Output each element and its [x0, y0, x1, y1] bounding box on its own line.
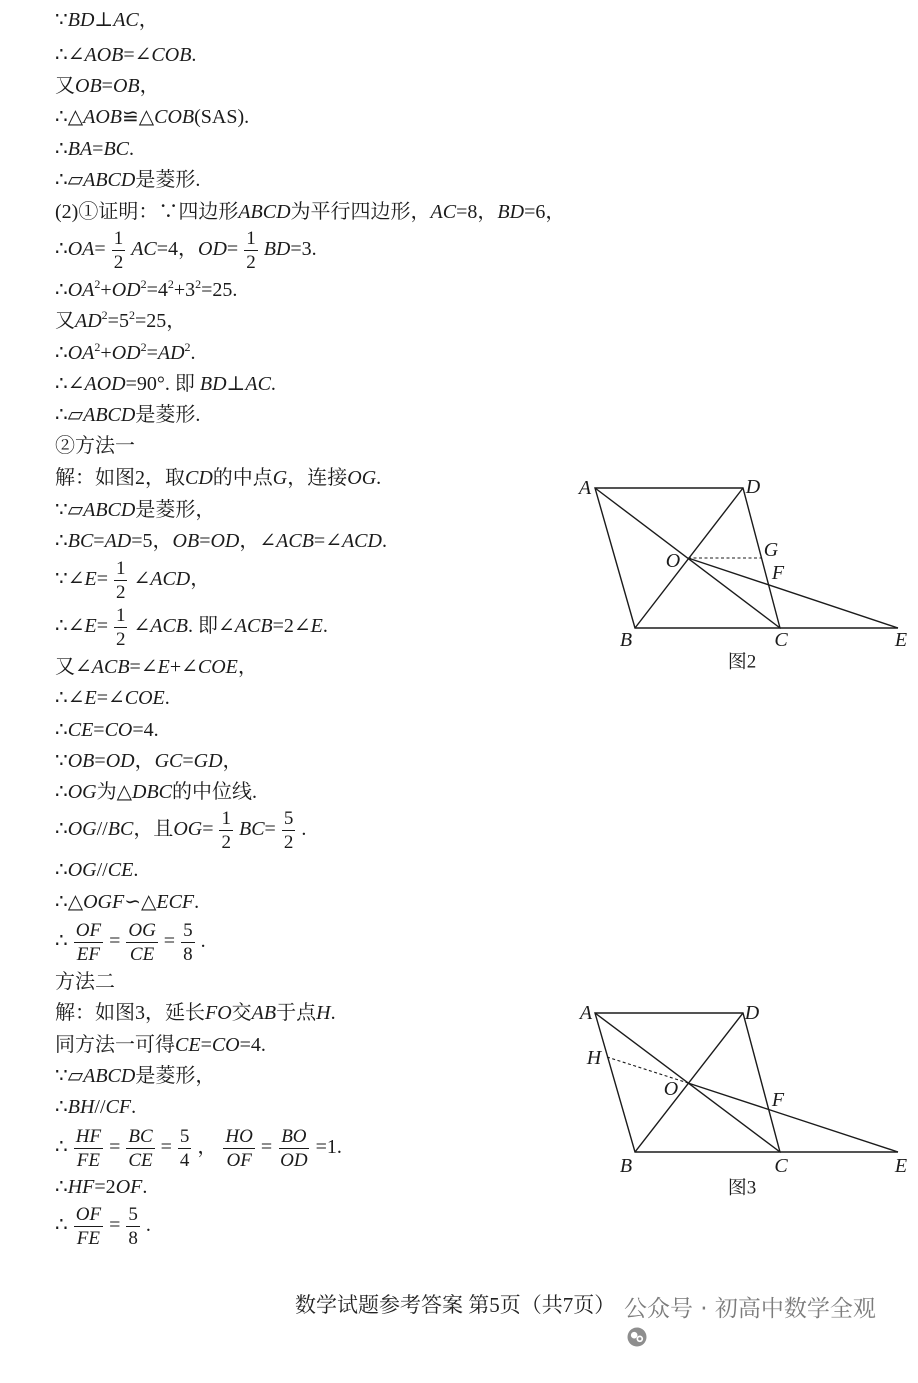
math-variable: COE: [124, 687, 165, 709]
page-footer: 数学试题参考答案 第5页（共7页）: [295, 1293, 616, 1317]
fraction-numerator: 1: [115, 557, 126, 579]
point-label-d: D: [745, 476, 761, 498]
segment-oe: [688, 558, 898, 628]
superscript: 2: [140, 277, 147, 291]
point-label-a: A: [579, 1002, 593, 1024]
text-run: =5: [107, 310, 129, 332]
text-run: =: [264, 817, 276, 840]
line-content: [55, 528, 387, 554]
watermark: [597, 1295, 876, 1323]
math-variable: OD: [111, 279, 141, 301]
math-variable: OA: [67, 342, 95, 364]
fraction-denominator: EF: [76, 943, 100, 965]
math-variable: E: [310, 614, 323, 637]
text-run: .: [164, 687, 170, 709]
math-variable: BD: [497, 201, 525, 223]
math-variable: OB: [172, 530, 200, 552]
fraction-numerator: 5: [179, 1125, 190, 1147]
text-run: ∴: [55, 929, 68, 952]
fraction-numerator: 1: [221, 807, 231, 829]
math-variable: AC: [131, 237, 157, 260]
point-label-o: O: [663, 1078, 679, 1100]
superscript: 2: [140, 340, 147, 354]
wechat-icon: [597, 1298, 619, 1320]
math-variable: ACD: [341, 530, 382, 552]
math-variable: ACB: [276, 530, 314, 552]
point-label-f: F: [771, 562, 785, 584]
point-label-e: E: [894, 629, 908, 651]
text-run: ∴: [55, 1135, 68, 1158]
text-run: 方法二: [55, 971, 115, 993]
math-variable: OG: [347, 467, 377, 489]
line-content: [55, 779, 257, 805]
text-run: .: [270, 373, 276, 395]
math-variable: OB: [67, 750, 95, 772]
math-variable: BC: [103, 138, 130, 160]
fraction-numerator: HF: [75, 1125, 102, 1147]
text-run: (SAS).: [194, 106, 250, 128]
fraction-denominator: 8: [183, 943, 193, 965]
fraction-denominator: CE: [128, 1149, 153, 1171]
text-run: =: [109, 1213, 121, 1236]
text-run: ∵▱: [55, 1065, 84, 1087]
text-run: =4.: [132, 719, 159, 741]
fraction-numerator: 1: [115, 604, 126, 626]
math-variable: CO: [104, 719, 133, 741]
text-run: ≌△: [122, 106, 155, 128]
figure-caption: 图3: [727, 1177, 757, 1199]
text-run: =4，: [156, 237, 199, 260]
math-variable: DBC: [132, 781, 173, 803]
point-label-a: A: [578, 477, 592, 499]
text-run: =∠: [129, 656, 158, 678]
fraction: [278, 1126, 309, 1171]
text-run: =: [200, 1034, 212, 1056]
text-run: =: [163, 929, 176, 952]
text-run: .: [142, 1176, 148, 1198]
superscript: 2: [94, 277, 101, 291]
solution-line: [55, 554, 210, 606]
text-run: .: [133, 859, 139, 881]
text-run: 又: [55, 310, 75, 332]
text-run: ∠: [133, 567, 151, 590]
text-run: ∴▱: [55, 169, 84, 191]
text-run: ∴∠: [55, 614, 85, 637]
math-variable: BC: [238, 817, 265, 840]
text-run: =: [94, 750, 106, 772]
point-label-d: D: [744, 1002, 760, 1024]
text-run: ，∠: [239, 530, 277, 552]
text-run: ∴: [55, 817, 68, 840]
text-run: .: [322, 614, 328, 637]
math-variable: ABCD: [238, 201, 291, 223]
fraction: [178, 1126, 192, 1171]
text-run: =∠: [123, 44, 152, 66]
text-run: =: [96, 567, 108, 590]
math-variable: E: [157, 656, 170, 678]
text-run: ，: [134, 750, 155, 772]
text-run: ∴: [55, 1176, 68, 1198]
fraction-denominator: CE: [129, 943, 155, 965]
text-run: ⊥: [94, 9, 114, 31]
text-run: ∴: [55, 237, 68, 260]
text-run: ⊥: [226, 373, 246, 395]
math-variable: CD: [185, 467, 213, 489]
superscript: 2: [128, 308, 135, 322]
text-run: .: [131, 1096, 137, 1118]
fraction-denominator: FE: [76, 1149, 100, 1171]
wechat-icon-graphic: [626, 1326, 648, 1348]
text-run: =25.: [201, 279, 238, 301]
text-run: =∠: [313, 530, 342, 552]
text-run: 解：如图3，延长: [55, 1002, 205, 1024]
math-variable: ABCD: [83, 1065, 136, 1087]
text-run: ∴: [55, 781, 68, 803]
superscript: 2: [101, 308, 108, 322]
text-run: .: [200, 929, 206, 952]
text-run: 是菱形，: [135, 499, 216, 521]
text-run: ∴▱: [55, 404, 84, 426]
text-run: . 即∠: [188, 614, 235, 637]
line-content: [55, 1204, 151, 1249]
text-run: 的中点: [212, 467, 273, 489]
text-run: =: [182, 750, 194, 772]
point-label-b: B: [619, 629, 633, 651]
text-run: ∵: [55, 9, 68, 31]
fraction-denominator: OF: [226, 1149, 252, 1171]
superscript: 2: [195, 277, 202, 291]
text-run: ∴△: [55, 106, 84, 128]
text-run: ∠: [133, 614, 151, 637]
text-run: =8，: [456, 201, 498, 223]
text-run: .: [191, 44, 197, 66]
fraction: [219, 808, 233, 853]
text-run: .: [330, 1002, 336, 1024]
fraction: [244, 228, 258, 273]
text-run: ，: [138, 9, 159, 31]
text-run: =2: [94, 1176, 116, 1198]
fraction-denominator: 2: [113, 251, 124, 273]
point-label-c: C: [774, 629, 788, 651]
fraction: [126, 920, 157, 965]
fraction: [223, 1126, 254, 1171]
text-run: =: [109, 929, 121, 952]
math-variable: AC: [245, 373, 271, 395]
text-run: ∴∠: [55, 373, 85, 395]
text-run: .: [376, 467, 382, 489]
text-run: =4.: [239, 1034, 266, 1056]
math-variable: OG: [67, 859, 97, 881]
fraction-numerator: BC: [128, 1125, 153, 1147]
fraction: [114, 558, 128, 603]
text-run: =: [260, 1135, 273, 1158]
text-run: ∴: [55, 530, 68, 552]
line-content: [55, 1174, 147, 1200]
math-variable: CE: [67, 719, 94, 741]
fraction-denominator: 2: [221, 831, 231, 853]
math-variable: ACB: [150, 614, 189, 637]
text-run: //: [96, 817, 108, 840]
watermark-text: 公众号 · 初高中数学全观: [624, 1296, 876, 1322]
fraction-denominator: 2: [283, 831, 294, 853]
fraction-denominator: OD: [280, 1149, 308, 1171]
point-label-e: E: [894, 1155, 908, 1177]
diagonal-bd: [635, 1013, 743, 1152]
math-variable: CE: [107, 859, 134, 881]
math-variable: OD: [111, 342, 141, 364]
text-run: ，: [222, 750, 243, 772]
text-run: =: [109, 1135, 121, 1158]
text-run: =: [93, 530, 105, 552]
figure-3-diagram: [570, 995, 915, 1210]
math-variable: AC: [430, 201, 457, 223]
math-variable: CE: [175, 1034, 201, 1056]
text-run: 解：如图2，取: [55, 467, 185, 489]
text-run: =∠: [96, 687, 125, 709]
text-run: =2∠: [272, 614, 311, 637]
math-variable: AD: [104, 530, 132, 552]
math-variable: OD: [198, 237, 227, 260]
diagonal-ac: [595, 488, 780, 628]
text-run: =: [92, 138, 104, 160]
text-run: ∴: [55, 1213, 68, 1236]
text-run: ∴∠: [55, 687, 85, 709]
text-run: =: [101, 75, 113, 97]
figure-caption: 图2: [727, 651, 757, 673]
solution-line: [55, 1200, 151, 1252]
text-run: =4: [146, 279, 168, 301]
math-variable: AOD: [84, 373, 126, 395]
fraction-denominator: FE: [76, 1227, 100, 1249]
text-run: =90°. 即: [125, 373, 200, 395]
point-label-o: O: [665, 550, 681, 572]
text-run: =: [226, 237, 239, 260]
math-variable: ABCD: [83, 499, 136, 521]
text-run: ∴: [55, 279, 68, 301]
text-run: ∵∠: [55, 567, 85, 590]
text-run: =5，: [131, 530, 173, 552]
text-run: ②方法一: [55, 435, 135, 457]
text-run: ，: [139, 75, 160, 97]
math-variable: AD: [75, 310, 102, 332]
text-run: ∴: [55, 1096, 68, 1118]
superscript: 2: [184, 340, 191, 354]
text-run: ∴△: [55, 891, 84, 913]
math-variable: OA: [67, 237, 95, 260]
math-variable: BD: [263, 237, 291, 260]
text-run: .: [190, 342, 196, 364]
line-content: [55, 889, 199, 915]
math-variable: GC: [154, 750, 183, 772]
math-variable: AC: [113, 9, 139, 31]
superscript: 2: [94, 340, 101, 354]
fraction-numerator: OF: [75, 1203, 102, 1225]
segment-oe: [688, 1083, 898, 1152]
fraction-numerator: OG: [128, 919, 156, 941]
text-run: =: [202, 817, 214, 840]
fraction-denominator: 2: [115, 628, 126, 650]
point-label-f: F: [771, 1089, 785, 1111]
text-run: ∴: [55, 138, 68, 160]
point-label-g: G: [763, 539, 779, 561]
math-variable: OG: [67, 781, 97, 803]
fraction: [126, 1204, 140, 1249]
math-variable: AOB: [83, 106, 122, 128]
fraction: [181, 920, 195, 965]
math-variable: ACD: [150, 567, 191, 590]
text-run: =: [146, 342, 158, 364]
math-variable: OG: [173, 817, 203, 840]
text-run: .: [194, 891, 200, 913]
text-run: =1.: [315, 1135, 342, 1158]
fraction-numerator: OF: [75, 919, 102, 941]
text-run: =6，: [524, 201, 566, 223]
fraction-denominator: 2: [115, 581, 126, 603]
text-run: ∴: [55, 719, 68, 741]
math-variable: ABCD: [83, 404, 136, 426]
text-run: ∽△: [124, 891, 157, 913]
fraction-numerator: 5: [128, 1203, 138, 1225]
math-variable: AD: [157, 342, 185, 364]
text-run: 为△: [96, 781, 133, 803]
fraction-numerator: 5: [183, 919, 193, 941]
superscript: 2: [167, 277, 174, 291]
math-variable: BD: [199, 373, 227, 395]
line-content: [55, 558, 210, 603]
text-run: .: [145, 1213, 151, 1236]
math-variable: ECF: [156, 891, 195, 913]
text-run: 于点: [276, 1002, 317, 1024]
math-variable: OA: [67, 279, 95, 301]
math-variable: E: [84, 687, 97, 709]
math-variable: E: [84, 614, 97, 637]
math-variable: BA: [67, 138, 93, 160]
point-label-c: C: [774, 1155, 788, 1177]
fraction-numerator: 1: [113, 227, 124, 249]
math-variable: BD: [67, 9, 95, 31]
math-variable: ABCD: [83, 169, 136, 191]
line-content: [55, 199, 565, 225]
math-variable: COB: [151, 44, 192, 66]
text-run: =3.: [290, 237, 317, 260]
text-run: =: [96, 614, 108, 637]
text-run: ∴∠: [55, 44, 85, 66]
text-run: ，: [197, 1135, 218, 1158]
math-variable: OB: [75, 75, 102, 97]
text-run: ∵▱: [55, 499, 84, 521]
math-variable: BC: [67, 530, 94, 552]
point-label-h: H: [586, 1047, 602, 1069]
text-run: =: [93, 719, 105, 741]
text-run: =: [160, 1135, 172, 1158]
math-variable: OD: [105, 750, 135, 772]
figure-2-diagram: [570, 470, 915, 690]
text-run: =25，: [134, 310, 187, 332]
math-variable: OG: [67, 817, 97, 840]
math-variable: BC: [107, 817, 134, 840]
math-variable: ACB: [234, 614, 273, 637]
math-variable: OGF: [83, 891, 125, 913]
text-run: +: [100, 279, 112, 301]
text-run: //: [94, 1096, 106, 1118]
math-variable: G: [272, 467, 288, 489]
fraction-numerator: 5: [283, 807, 294, 829]
text-run: =: [199, 530, 211, 552]
fraction-numerator: HO: [225, 1125, 253, 1147]
text-run: 是菱形，: [135, 1065, 216, 1087]
math-variable: ACB: [91, 656, 130, 678]
text-run: 又∠: [55, 656, 92, 678]
text-run: 的中位线.: [172, 781, 258, 803]
math-variable: CO: [211, 1034, 240, 1056]
math-variable: CF: [105, 1096, 132, 1118]
math-variable: AOB: [84, 44, 124, 66]
text-run: ∴: [55, 859, 68, 881]
text-run: 是菱形.: [135, 404, 201, 426]
text-run: 交: [231, 1002, 252, 1024]
text-run: ∴: [55, 342, 68, 364]
text-run: 又: [55, 75, 75, 97]
fraction-numerator: BO: [281, 1125, 307, 1147]
text-run: .: [381, 530, 387, 552]
math-variable: HF: [67, 1176, 95, 1198]
fraction-denominator: 4: [179, 1149, 190, 1171]
math-variable: FO: [205, 1002, 232, 1024]
fraction: [74, 1204, 103, 1249]
text-run: +: [100, 342, 112, 364]
text-run: ∵: [55, 750, 68, 772]
math-variable: H: [316, 1002, 331, 1024]
text-run: =: [94, 237, 106, 260]
text-run: +3: [173, 279, 196, 301]
text-run: 为平行四边形，: [290, 201, 431, 223]
math-variable: BH: [67, 1096, 95, 1118]
math-variable: OD: [210, 530, 240, 552]
text-run: ，连接: [287, 467, 348, 489]
text-run: //: [96, 859, 108, 881]
text-run: ，且: [133, 817, 174, 840]
text-run: 是菱形.: [135, 169, 201, 191]
point-label-b: B: [619, 1155, 633, 1177]
line-content: [55, 1094, 136, 1120]
math-variable: AB: [251, 1002, 277, 1024]
math-variable: OF: [115, 1176, 143, 1198]
math-variable: COB: [154, 106, 195, 128]
text-run: ，: [190, 567, 211, 590]
fraction: [282, 808, 296, 853]
text-run: 同方法一可得: [55, 1034, 175, 1056]
math-variable: OB: [112, 75, 140, 97]
fraction-numerator: 1: [246, 227, 256, 249]
math-variable: GD: [193, 750, 223, 772]
fraction-denominator: 2: [246, 251, 256, 273]
text-run: .: [301, 817, 307, 840]
fraction-denominator: 8: [128, 1227, 138, 1249]
text-run: ，: [237, 656, 258, 678]
text-run: (2)①证明：∵四边形: [55, 201, 239, 223]
text-run: .: [129, 138, 135, 160]
math-variable: E: [84, 567, 97, 590]
text-run: +∠: [169, 656, 198, 678]
math-variable: COE: [197, 656, 238, 678]
